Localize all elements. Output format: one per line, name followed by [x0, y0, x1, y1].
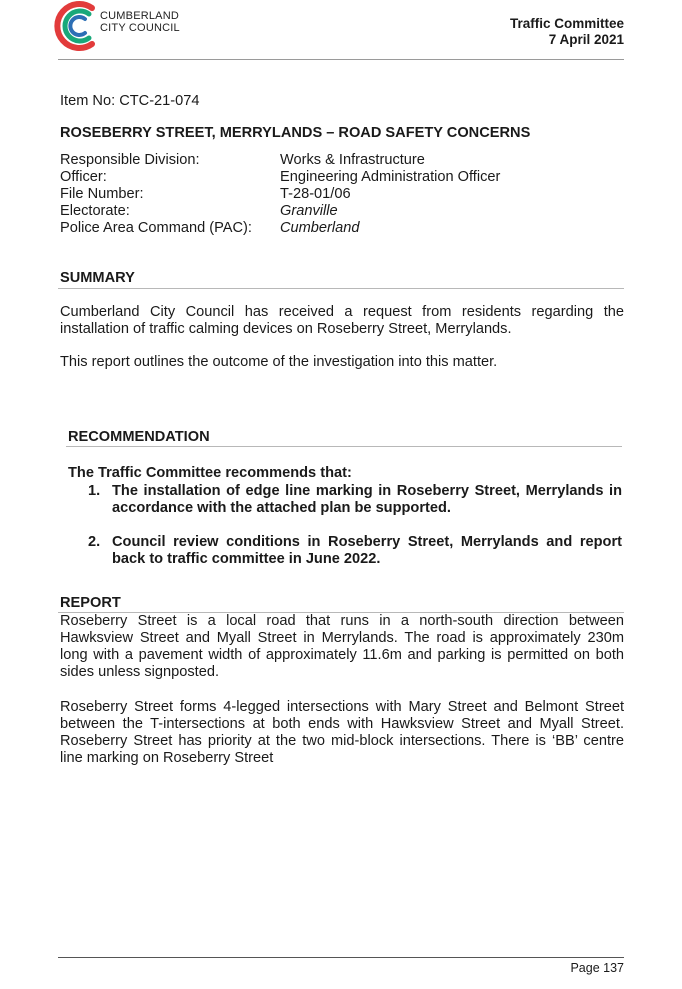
report-paragraph: Roseberry Street forms 4-legged intersections with Mary Street and Belmont Street between the T-intersections at both ends with Hawksview Street and Myall Street. Roseberry Street has priority at the two mid-block intersections. There is ‘BB’ centre line marking on Roseberry Street [60, 699, 624, 766]
meta-row-file-number [60, 186, 500, 203]
recommendation-intro: The Traffic Committee recommends that: [68, 465, 352, 481]
council-logo-text [100, 10, 180, 34]
summary-divider [58, 288, 624, 289]
footer-divider [58, 957, 624, 958]
document-header [510, 16, 624, 48]
report-title: ROSEBERRY STREET, MERRYLANDS – ROAD SAFETY CONCERNS [60, 125, 531, 141]
recommendation-heading: RECOMMENDATION [68, 429, 210, 445]
council-logo [52, 0, 192, 52]
item-number: Item No: CTC-21-074 [60, 93, 200, 109]
recommendation-list [88, 483, 622, 568]
meta-value: Granville [280, 203, 338, 219]
meta-value: Cumberland [280, 220, 360, 236]
meta-label: Officer: [60, 169, 107, 185]
report-heading: REPORT [60, 595, 121, 611]
meta-row-division [60, 152, 500, 169]
recommendation-text: Council review conditions in Roseberry Street, Merrylands and report back to traffic committee in June 2022. [112, 534, 622, 567]
council-logo-icon [52, 0, 98, 52]
summary-paragraph: Cumberland City Council has received a request from residents regarding the installation of traffic calming devices on Roseberry Street, Merrylands. [60, 304, 624, 337]
page-number: Page 137 [570, 961, 624, 975]
recommendation-divider [66, 446, 622, 447]
meta-label: Responsible Division: [60, 152, 200, 168]
summary-paragraph: This report outlines the outcome of the investigation into this matter. [60, 354, 498, 370]
meta-label: Electorate: [60, 203, 130, 219]
report-paragraph: Roseberry Street is a local road that runs in a north-south direction between Hawksview Street and Myall Street in Merrylands. The road is approximately 230m long with a pavement width of approximately 11.6m and parking is permitted on both sides unless signposted. [60, 613, 624, 680]
meta-value: Engineering Administration Officer [280, 169, 501, 185]
recommendation-item [88, 534, 622, 568]
recommendation-item [88, 483, 622, 517]
org-line-1: CUMBERLAND [100, 10, 180, 22]
meta-row-officer [60, 169, 500, 186]
meta-value: Works & Infrastructure [280, 152, 425, 168]
org-line-2: CITY COUNCIL [100, 22, 180, 34]
committee-name: Traffic Committee [509, 16, 624, 31]
meta-label: Police Area Command (PAC): [60, 220, 252, 236]
report-metadata [60, 152, 500, 237]
header-divider [58, 59, 624, 60]
recommendation-text: The installation of edge line marking in Roseberry Street, Merrylands in accordance with the attached plan be supported. [112, 483, 622, 516]
meta-row-electorate [60, 203, 500, 220]
recommendation-number: 1. [88, 483, 101, 499]
meta-row-pac [60, 220, 500, 237]
meta-label: File Number: [60, 186, 144, 202]
meta-value: T-28-01/06 [280, 186, 351, 202]
summary-heading: SUMMARY [60, 270, 135, 286]
recommendation-number: 2. [88, 534, 101, 550]
meeting-date: 7 April 2021 [548, 32, 624, 47]
